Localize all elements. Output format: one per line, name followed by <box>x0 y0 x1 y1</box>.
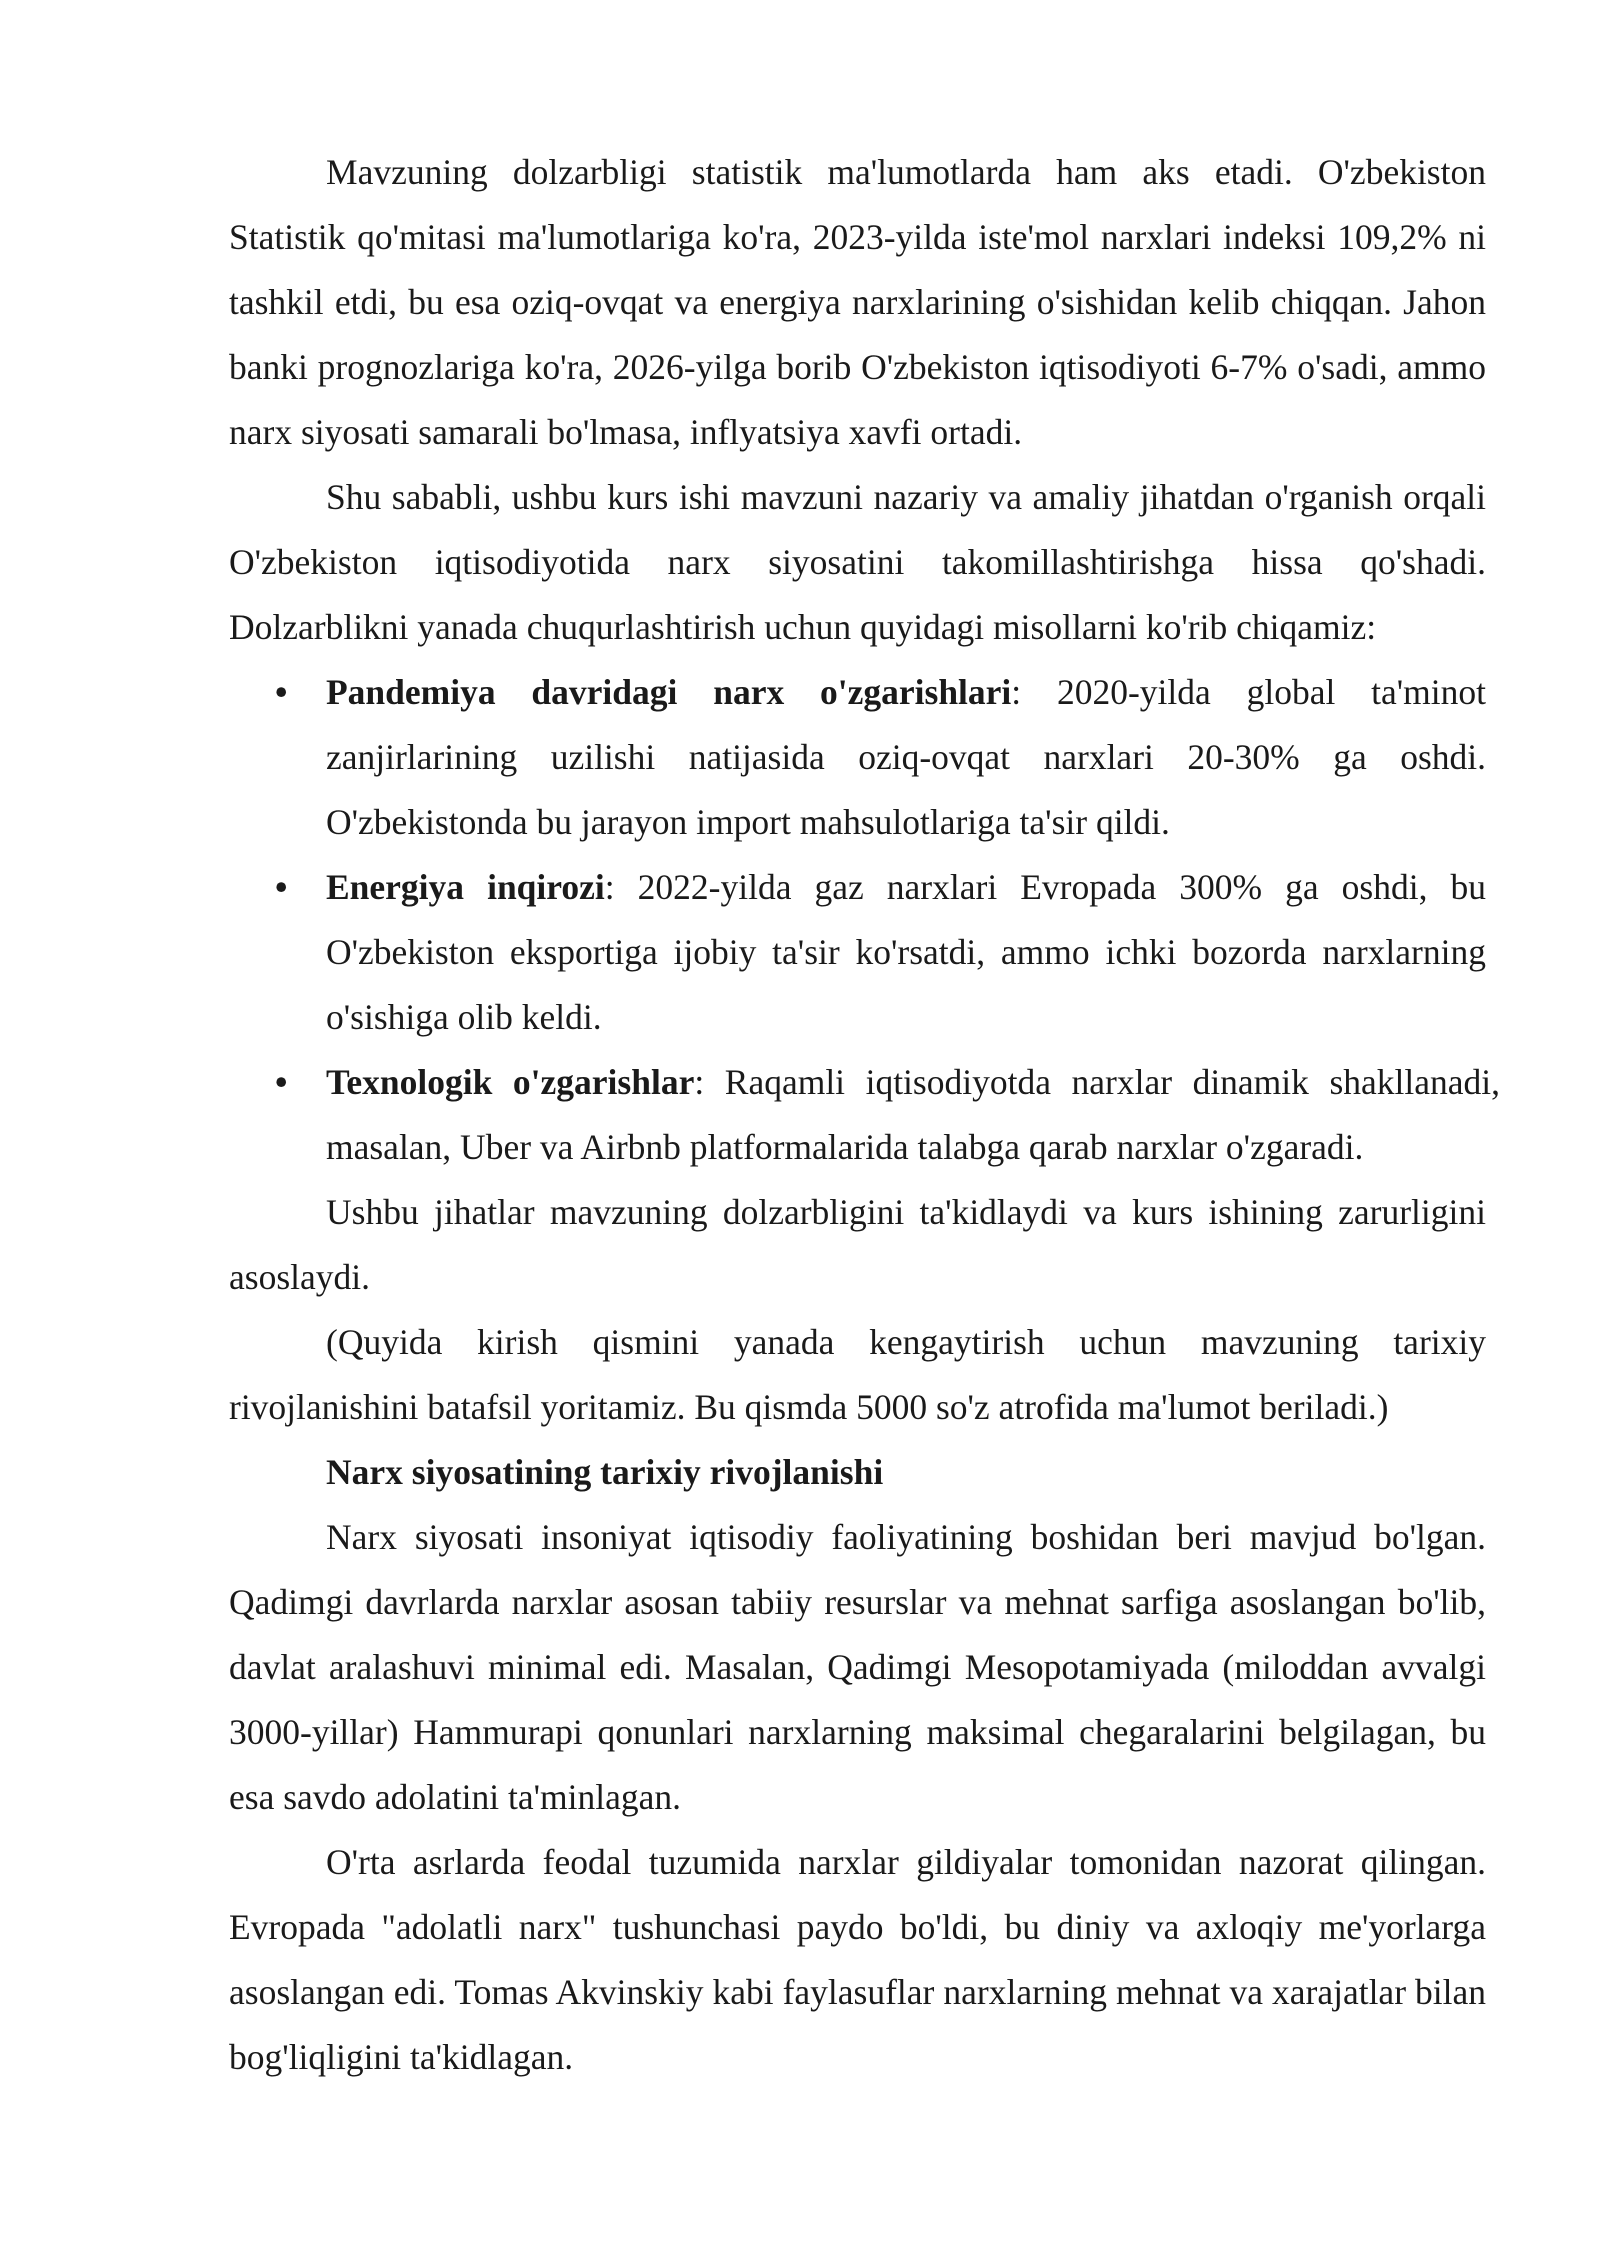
bullet-icon: • <box>275 867 288 907</box>
bullet-text: : 2020-yilda global ta'minot zanjirlarining uzilishi natijasida oziq-ovqat narxlari 20-30% ga oshdi. O'zbekistonda bu jarayon import mahsulotlariga ta'sir qildi. <box>326 672 1486 842</box>
paragraph-relevance-summary: Ushbu jihatlar mavzuning dolzarbligini ta'kidlaydi va kurs ishining zarurligini asoslaydi. <box>229 1192 1486 1297</box>
bullet-icon: • <box>275 672 288 712</box>
bullet-term: Energiya inqirozi <box>326 867 605 907</box>
paragraph-course-contribution: Shu sababli, ushbu kurs ishi mavzuni nazariy va amaliy jihatdan o'rganish orqali O'zbekiston iqtisodiyotida narx siyosatini takomillashtirishga hissa qo'shadi. Dolzarblikni yanada chuqurlashtirish uchun quyidagi misollarni ko'rib chiqamiz: <box>229 477 1486 647</box>
paragraph-ancient-history: Narx siyosati insoniyat iqtisodiy faoliyatining boshidan beri mavjud bo'lgan. Qadimgi davrlarda narxlar asosan tabiiy resurslar va mehnat sarfiga asoslangan bo'lib, davlat aralashuvi minimal edi. Masalan, Qadimgi Mesopotamiyada (miloddan avvalgi 3000-yillar) Hammurapi qonunlari narxlarning maksimal chegaralarini belgilagan, bu esa savdo adolatini ta'minlagan. <box>229 1517 1486 1817</box>
bullet-term: Pandemiya davridagi narx o'zgarishlari <box>326 672 1012 712</box>
bullet-item-pandemic <box>229 660 1486 855</box>
bullet-text: : 2022-yilda gaz narxlari Evropada 300% ga oshdi, bu O'zbekiston eksportiga ijobiy ta'sir ko'rsatdi, ammo ichki bozorda narxlarning o'sishiga olib keldi. <box>326 867 1486 1037</box>
bullet-item-technology <box>229 1050 1500 1180</box>
bullet-text: : Raqamli iqtisodiyotda narxlar dinamik shakllanadi, masalan, Uber va Airbnb platformalarida talabga qarab narxlar o'zgaradi. <box>326 1062 1500 1167</box>
document-body <box>229 140 1500 2090</box>
paragraph-statistics: Mavzuning dolzarbligi statistik ma'lumotlarda ham aks etadi. O'zbekiston Statistik qo'mitasi ma'lumotlariga ko'ra, 2023-yilda iste'mol narxlari indeksi 109,2% ni tashkil etdi, bu esa oziq-ovqat va energiya narxlarining o'sishidan kelib chiqqan. Jahon banki prognozlariga ko'ra, 2026-yilga borib O'zbekiston iqtisodiyoti 6-7% o'sadi, ammo narx siyosati samarali bo'lmasa, inflyatsiya xavfi ortadi. <box>229 152 1486 452</box>
bullet-icon: • <box>275 1062 288 1102</box>
examples-bullet-list <box>229 660 1500 1180</box>
paragraph-middle-ages: O'rta asrlarda feodal tuzumida narxlar gildiyalar tomonidan nazorat qilingan. Evropada "adolatli narx" tushunchasi paydo bo'ldi, bu diniy va axloqiy me'yorlarga asoslangan edi. Tomas Akvinskiy kabi faylasuflar narxlarning mehnat va xarajatlar bilan bog'liqligini ta'kidlagan. <box>229 1842 1486 2077</box>
bullet-item-energy-crisis <box>229 855 1486 1050</box>
bullet-term: Texnologik o'zgarishlar <box>326 1062 695 1102</box>
section-heading: Narx siyosatining tarixiy rivojlanishi <box>326 1452 884 1492</box>
paragraph-note: (Quyida kirish qismini yanada kengaytirish uchun mavzuning tarixiy rivojlanishini batafsil yoritamiz. Bu qismda 5000 so'z atrofida ma'lumot beriladi.) <box>229 1322 1486 1427</box>
